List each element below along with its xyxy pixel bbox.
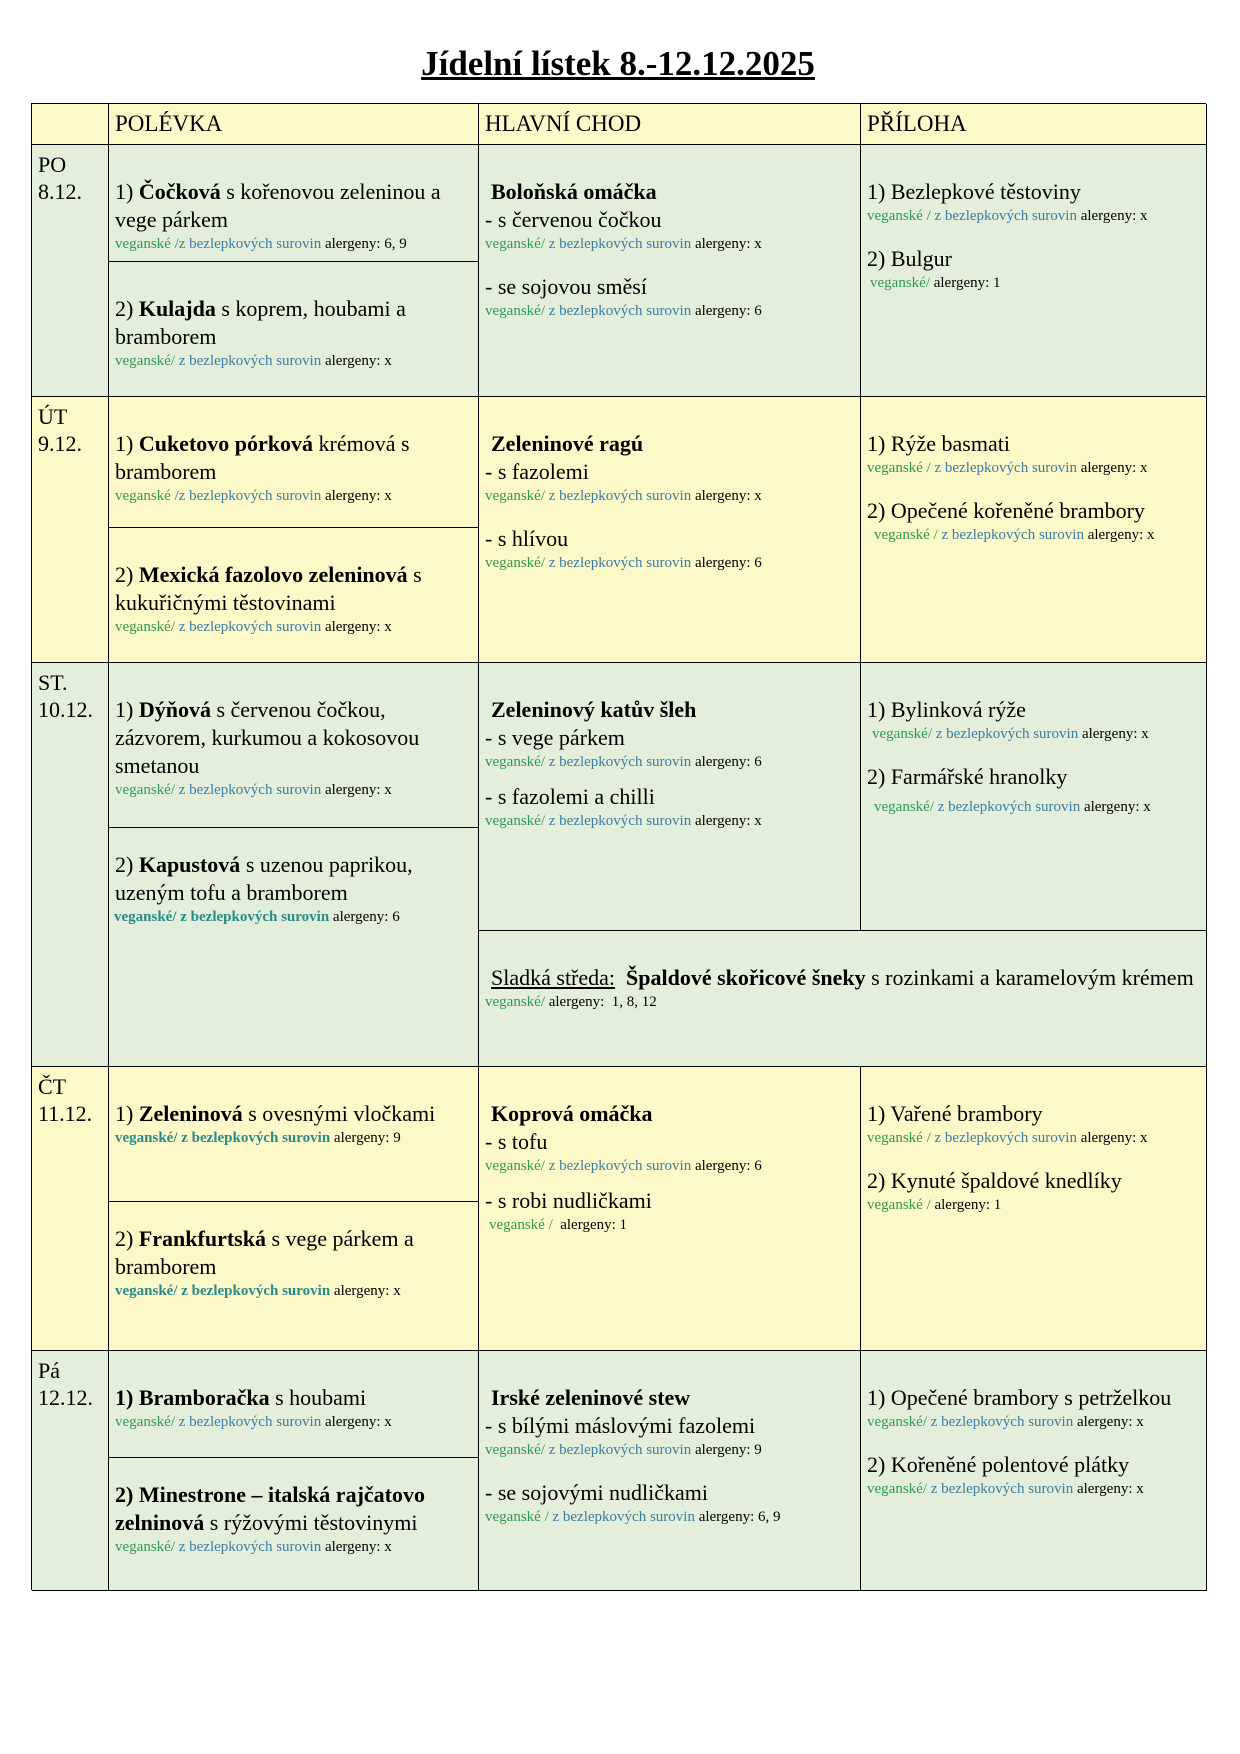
- dish-meta: veganské / z bezlepkových surovin alergeny: x: [867, 1130, 1148, 1146]
- soup-cell: [109, 1202, 479, 1351]
- dish-meta: veganské/ z bezlepkových surovin alergeny: 9: [485, 1442, 762, 1458]
- allergen-value: x: [1147, 527, 1155, 543]
- allergen-label: alergeny:: [333, 1130, 390, 1146]
- soup-name: Kulajda: [138, 296, 216, 321]
- vegan-label: veganské: [867, 460, 923, 476]
- soup-cell: [109, 1067, 479, 1202]
- gluten-free-label: z bezlepkových surovin: [548, 303, 692, 319]
- allergen-label: alergeny:: [694, 555, 751, 571]
- side-dish-name: 1) Bezlepkové těstoviny: [867, 179, 1081, 204]
- soup-number: 1): [115, 179, 134, 204]
- dish-meta: veganské/ z bezlepkových surovin alergeny: x: [115, 782, 392, 798]
- main-course-cell: [479, 1067, 861, 1351]
- allergen-value: x: [1140, 208, 1148, 224]
- dish-meta: veganské/ z bezlepkových surovin alergeny: 9: [115, 1130, 401, 1146]
- gluten-free-label: z bezlepkových surovin: [178, 782, 322, 798]
- vegan-label: veganské: [115, 1539, 171, 1555]
- allergen-label: alergeny:: [694, 488, 751, 504]
- soup-number: 1): [115, 431, 134, 456]
- gluten-free-label: z bezlepkových surovin: [934, 460, 1077, 476]
- header-empty: [32, 104, 109, 145]
- soup-description: s koprem, houbami a bramborem: [115, 296, 406, 349]
- soup-description: krémová s bramborem: [115, 431, 410, 484]
- side-dish-cell: [861, 397, 1207, 663]
- allergen-value: 6, 9: [758, 1509, 781, 1525]
- day-name: PO: [38, 152, 67, 177]
- allergen-label: alergeny:: [324, 353, 381, 369]
- allergen-label: alergeny:: [332, 909, 389, 925]
- allergen-value: x: [384, 1414, 392, 1430]
- soup-name: Mexická fazolovo zeleninová: [138, 562, 408, 587]
- allergen-value: 6, 9: [384, 236, 407, 252]
- sweet-dish-description: s rozinkami a karamelovým krémem: [865, 965, 1194, 990]
- day-name: ST.: [38, 670, 68, 695]
- day-name: Pá: [38, 1358, 60, 1383]
- allergen-label: alergeny:: [1087, 527, 1144, 543]
- vegan-label: veganské: [874, 799, 930, 815]
- main-course-name: Zeleninové ragú: [491, 431, 644, 456]
- main-course-cell: [479, 1351, 861, 1591]
- allergen-value: x: [1140, 1130, 1148, 1146]
- dish-meta: veganské/ z bezlepkových surovin alergeny: x: [115, 1414, 392, 1430]
- vegan-label: veganské: [485, 754, 541, 770]
- side-dish-name: 1) Rýže basmati: [867, 431, 1010, 456]
- vegan-label: veganské: [115, 1130, 174, 1146]
- gluten-free-label: z bezlepkových surovin: [548, 1442, 692, 1458]
- allergen-label: alergeny:: [694, 1158, 751, 1174]
- allergen-value: 6: [754, 555, 762, 571]
- allergen-value: 6: [754, 303, 762, 319]
- soup-number: 1): [115, 697, 134, 722]
- allergen-value: 9: [393, 1130, 401, 1146]
- soup-name: Frankfurtská: [138, 1226, 266, 1251]
- vegan-label: veganské: [867, 1197, 923, 1213]
- allergen-value: x: [754, 488, 762, 504]
- soup-cell: [109, 145, 479, 262]
- allergen-label: alergeny:: [324, 782, 381, 798]
- main-variant: - s fazolemi: [485, 459, 589, 484]
- allergen-value: x: [1136, 1481, 1144, 1497]
- allergen-label: alergeny:: [694, 813, 751, 829]
- main-course-cell: [479, 663, 861, 931]
- allergen-label: alergeny:: [694, 303, 751, 319]
- soup-description: s kukuřičnými těstovinami: [115, 562, 422, 615]
- side-dish-cell: [861, 1067, 1207, 1351]
- dish-meta: veganské / z bezlepkových surovin alergeny: x: [874, 527, 1155, 543]
- allergen-value: x: [1136, 1414, 1144, 1430]
- soup-name: Minestrone – italská rajčatovo zelninová: [115, 1482, 425, 1535]
- soup-description: s houbami: [269, 1385, 367, 1410]
- gluten-free-label: z bezlepkových surovin: [548, 813, 692, 829]
- day-date: 11.12.: [38, 1101, 93, 1126]
- soup-number: 2): [115, 1226, 134, 1251]
- dish-meta: veganské / z bezlepkových surovin alergeny: 6, 9: [485, 1509, 781, 1525]
- soup-cell: [109, 1351, 479, 1458]
- day-cell-monday: [32, 145, 109, 397]
- page-title: Jídelní lístek 8.-12.12.2025: [421, 44, 815, 83]
- side-dish-name: 2) Kynuté špaldové knedlíky: [867, 1168, 1122, 1193]
- side-dish-cell: [861, 145, 1207, 397]
- allergen-label: alergeny:: [694, 754, 751, 770]
- side-dish-cell: [861, 663, 1207, 931]
- main-course-cell: [479, 145, 861, 397]
- allergen-label: alergeny:: [324, 1414, 381, 1430]
- vegan-label: veganské: [114, 909, 173, 925]
- day-date: 12.12.: [38, 1385, 93, 1410]
- soup-cell: [109, 1458, 479, 1591]
- vegan-label: veganské: [485, 1158, 541, 1174]
- allergen-value: x: [393, 1283, 401, 1299]
- dish-meta: veganské/ z bezlepkových surovin alergeny: x: [485, 488, 762, 504]
- day-cell-thursday: [32, 1067, 109, 1351]
- vegan-label: veganské: [485, 994, 541, 1010]
- main-course-name: Koprová omáčka: [491, 1101, 653, 1126]
- soup-description: s kořenovou zeleninou a vege párkem: [115, 179, 441, 232]
- allergen-label: alergeny:: [324, 1539, 381, 1555]
- dish-meta: veganské/ z bezlepkových surovin alergeny: x: [485, 813, 762, 829]
- allergen-value: x: [1143, 799, 1151, 815]
- day-cell-wednesday: [32, 663, 109, 1067]
- vegan-label: veganské: [867, 1481, 923, 1497]
- main-variant: - s červenou čočkou: [485, 207, 662, 232]
- allergen-value: 1: [993, 275, 1001, 291]
- header-soup: POLÉVKA: [109, 104, 479, 145]
- dish-meta: veganské/ alergeny: 1, 8, 12: [485, 994, 657, 1010]
- main-course-cell: [479, 397, 861, 663]
- dish-meta: veganské /z bezlepkových surovin alergeny: x: [115, 488, 392, 504]
- soup-number: 2): [115, 296, 134, 321]
- soup-number: 2): [115, 852, 134, 877]
- allergen-value: 1: [993, 1197, 1002, 1213]
- gluten-free-label: z bezlepkových surovin: [178, 488, 322, 504]
- allergen-value: x: [384, 1539, 392, 1555]
- vegan-label: veganské: [867, 1414, 923, 1430]
- vegan-label: veganské: [115, 488, 171, 504]
- gluten-free-label: z bezlepkových surovin: [180, 909, 330, 925]
- gluten-free-label: z bezlepkových surovin: [548, 1158, 692, 1174]
- day-cell-tuesday: [32, 397, 109, 663]
- gluten-free-label: z bezlepkových surovin: [178, 353, 322, 369]
- menu-table: [31, 103, 1206, 1590]
- allergen-value: x: [754, 813, 762, 829]
- side-dish-name: 1) Bylinková rýže: [867, 697, 1026, 722]
- allergen-label: alergeny:: [694, 236, 751, 252]
- vegan-label: veganské: [115, 236, 171, 252]
- dish-meta: veganské/ z bezlepkových surovin alergeny: 6: [114, 909, 400, 925]
- main-variant: - s fazolemi a chilli: [485, 784, 655, 809]
- soup-description: s rýžovými těstovinymi: [204, 1510, 418, 1535]
- main-variant: - s tofu: [485, 1129, 548, 1154]
- vegan-label: veganské: [485, 488, 541, 504]
- allergen-value: x: [384, 782, 392, 798]
- allergen-label: alergeny:: [324, 236, 381, 252]
- main-course-name: Boloňská omáčka: [491, 179, 657, 204]
- dish-meta: veganské/ z bezlepkových surovin alergeny: x: [872, 726, 1149, 742]
- sweet-dish-name: Špaldové skořicové šneky: [626, 965, 866, 990]
- gluten-free-label: z bezlepkových surovin: [548, 488, 692, 504]
- header-main: HLAVNÍ CHOD: [479, 104, 861, 145]
- soup-cell: [109, 262, 479, 397]
- allergen-label: alergeny:: [694, 1442, 751, 1458]
- sweet-wednesday-cell: [479, 931, 1207, 1067]
- side-dish-name: 2) Opečené kořeněné brambory: [867, 498, 1145, 523]
- soup-description: s vege párkem a bramborem: [115, 1226, 414, 1279]
- side-dish-name: 2) Bulgur: [867, 246, 952, 271]
- main-variant: - s robi nudličkami: [485, 1188, 652, 1213]
- sweet-wednesday-label: Sladká středa:: [491, 965, 616, 990]
- allergen-value: 6: [754, 1158, 762, 1174]
- vegan-label: veganské: [115, 1283, 174, 1299]
- soup-cell: [109, 663, 479, 828]
- vegan-label: veganské: [874, 527, 930, 543]
- day-name: ÚT: [38, 404, 68, 429]
- gluten-free-label: z bezlepkových surovin: [552, 1509, 695, 1525]
- soup-name: Bramboračka: [138, 1385, 270, 1410]
- allergen-label: alergeny:: [548, 994, 605, 1010]
- gluten-free-label: z bezlepkových surovin: [181, 1283, 331, 1299]
- soup-description: s ovesnými vločkami: [242, 1101, 436, 1126]
- dish-meta: veganské/ z bezlepkových surovin alergeny: 6: [485, 303, 762, 319]
- vegan-label: veganské: [485, 1509, 541, 1525]
- allergen-label: alergeny:: [698, 1509, 755, 1525]
- vegan-label: veganské: [485, 1442, 541, 1458]
- dish-meta: veganské/ z bezlepkových surovin alergeny: x: [115, 1539, 392, 1555]
- allergen-label: alergeny:: [1076, 1414, 1133, 1430]
- dish-meta: veganské / z bezlepkových surovin alergeny: x: [867, 208, 1148, 224]
- soup-number: 1): [115, 1385, 134, 1410]
- dish-meta: veganské / z bezlepkových surovin alergeny: x: [867, 460, 1148, 476]
- main-course-name: Irské zeleninové stew: [491, 1385, 691, 1410]
- gluten-free-label: z bezlepkových surovin: [548, 555, 692, 571]
- allergen-value: 9: [754, 1442, 762, 1458]
- allergen-value: x: [384, 353, 392, 369]
- soup-number: 2): [115, 1482, 134, 1507]
- soup-name: Dýňová: [138, 697, 211, 722]
- soup-name: Kapustová: [138, 852, 241, 877]
- allergen-value: x: [384, 488, 392, 504]
- dish-meta: veganské/ z bezlepkových surovin alergeny: x: [115, 1283, 401, 1299]
- gluten-free-label: z bezlepkových surovin: [934, 208, 1077, 224]
- allergen-label: alergeny:: [1083, 799, 1140, 815]
- day-date: 10.12.: [38, 697, 93, 722]
- gluten-free-label: z bezlepkových surovin: [548, 236, 692, 252]
- dish-meta: veganské /z bezlepkových surovin alergeny: 6, 9: [115, 236, 407, 252]
- gluten-free-label: z bezlepkových surovin: [548, 754, 692, 770]
- allergen-label: alergeny:: [1080, 1130, 1137, 1146]
- vegan-label: veganské: [867, 1130, 923, 1146]
- soup-cell: [109, 828, 479, 1067]
- vegan-label: veganské: [872, 726, 928, 742]
- dish-meta: veganské / alergeny: 1: [867, 1197, 1002, 1213]
- vegan-label: veganské: [115, 782, 171, 798]
- gluten-free-label: z bezlepkových surovin: [181, 1130, 331, 1146]
- allergen-value: 1: [619, 1217, 628, 1233]
- main-variant: - s vege párkem: [485, 725, 625, 750]
- allergen-label: alergeny:: [933, 275, 990, 291]
- vegan-label: veganské: [115, 1414, 171, 1430]
- allergen-label: alergeny:: [1076, 1481, 1133, 1497]
- main-variant: - se sojovou směsí: [485, 274, 647, 299]
- dish-meta: veganské/ z bezlepkových surovin alergeny: 6: [485, 754, 762, 770]
- allergen-value: 6: [754, 754, 762, 770]
- soup-description: s uzenou paprikou, uzeným tofu a bramborem: [115, 852, 413, 905]
- gluten-free-label: z bezlepkových surovin: [935, 726, 1079, 742]
- side-dish-name: 1) Vařené brambory: [867, 1101, 1043, 1126]
- soup-cell: [109, 528, 479, 663]
- soup-number: 1): [115, 1101, 134, 1126]
- soup-name: Zeleninová: [138, 1101, 243, 1126]
- side-dish-cell: [861, 1351, 1207, 1591]
- side-dish-name: 2) Farmářské hranolky: [867, 764, 1068, 789]
- gluten-free-label: z bezlepkových surovin: [178, 1539, 322, 1555]
- vegan-label: veganské: [485, 303, 541, 319]
- allergen-label: alergeny:: [934, 1197, 991, 1213]
- gluten-free-label: z bezlepkových surovin: [941, 527, 1084, 543]
- main-variant: - s bílými máslovými fazolemi: [485, 1413, 756, 1438]
- soup-number: 2): [115, 562, 134, 587]
- allergen-value: 1, 8, 12: [611, 994, 657, 1010]
- soup-name: Čočková: [138, 179, 221, 204]
- dish-meta: veganské/ z bezlepkových surovin alergeny: x: [115, 619, 392, 635]
- day-date: 8.12.: [38, 179, 82, 204]
- gluten-free-label: z bezlepkových surovin: [937, 799, 1081, 815]
- allergen-label: alergeny:: [1080, 460, 1137, 476]
- allergen-value: x: [384, 619, 392, 635]
- allergen-value: 6: [392, 909, 400, 925]
- allergen-label: alergeny:: [1081, 726, 1138, 742]
- vegan-label: veganské: [485, 236, 541, 252]
- dish-meta: veganské/ z bezlepkových surovin alergeny: x: [874, 799, 1151, 815]
- vegan-label: veganské: [870, 275, 926, 291]
- dish-meta: veganské/ z bezlepkových surovin alergeny: x: [115, 353, 392, 369]
- gluten-free-label: z bezlepkových surovin: [934, 1130, 1077, 1146]
- vegan-label: veganské: [485, 555, 541, 571]
- dish-meta: veganské/ z bezlepkových surovin alergeny: 6: [485, 1158, 762, 1174]
- soup-cell: [109, 397, 479, 528]
- allergen-label: alergeny:: [560, 1217, 616, 1233]
- allergen-value: x: [1140, 460, 1148, 476]
- dish-meta: veganské/ alergeny: 1: [870, 275, 1001, 291]
- soup-description: s červenou čočkou, zázvorem, kurkumou a kokosovou smetanou: [115, 697, 420, 778]
- allergen-label: alergeny:: [333, 1283, 390, 1299]
- main-variant: - s hlívou: [485, 526, 569, 551]
- dish-meta: veganské/ z bezlepkových surovin alergeny: 6: [485, 555, 762, 571]
- day-name: ČT: [38, 1074, 67, 1099]
- vegan-label: veganské: [115, 619, 171, 635]
- side-dish-name: 2) Kořeněné polentové plátky: [867, 1452, 1130, 1477]
- side-dish-name: 1) Opečené brambory s petrželkou: [867, 1385, 1172, 1410]
- allergen-label: alergeny:: [324, 488, 381, 504]
- header-side: PŘÍLOHA: [861, 104, 1207, 145]
- day-date: 9.12.: [38, 431, 82, 456]
- main-course-name: Zeleninový katův šleh: [491, 697, 697, 722]
- vegan-label: veganské: [115, 353, 171, 369]
- dish-meta: veganské/ z bezlepkových surovin alergeny: x: [867, 1481, 1144, 1497]
- allergen-value: x: [754, 236, 762, 252]
- gluten-free-label: z bezlepkových surovin: [178, 1414, 322, 1430]
- vegan-label: veganské: [489, 1217, 545, 1233]
- dish-meta: veganské/ z bezlepkových surovin alergeny: x: [485, 236, 762, 252]
- gluten-free-label: z bezlepkových surovin: [178, 619, 322, 635]
- dish-meta: veganské / alergeny: 1: [489, 1217, 628, 1233]
- allergen-value: x: [1141, 726, 1149, 742]
- dish-meta: veganské/ z bezlepkových surovin alergeny: x: [867, 1414, 1144, 1430]
- soup-name: Cuketovo pórková: [138, 431, 314, 456]
- vegan-label: veganské: [867, 208, 923, 224]
- gluten-free-label: z bezlepkových surovin: [930, 1414, 1074, 1430]
- allergen-label: alergeny:: [324, 619, 381, 635]
- allergen-label: alergeny:: [1080, 208, 1137, 224]
- day-cell-friday: [32, 1351, 109, 1591]
- main-variant: - se sojovými nudličkami: [485, 1480, 709, 1505]
- gluten-free-label: z bezlepkových surovin: [178, 236, 322, 252]
- vegan-label: veganské: [485, 813, 541, 829]
- gluten-free-label: z bezlepkových surovin: [930, 1481, 1074, 1497]
